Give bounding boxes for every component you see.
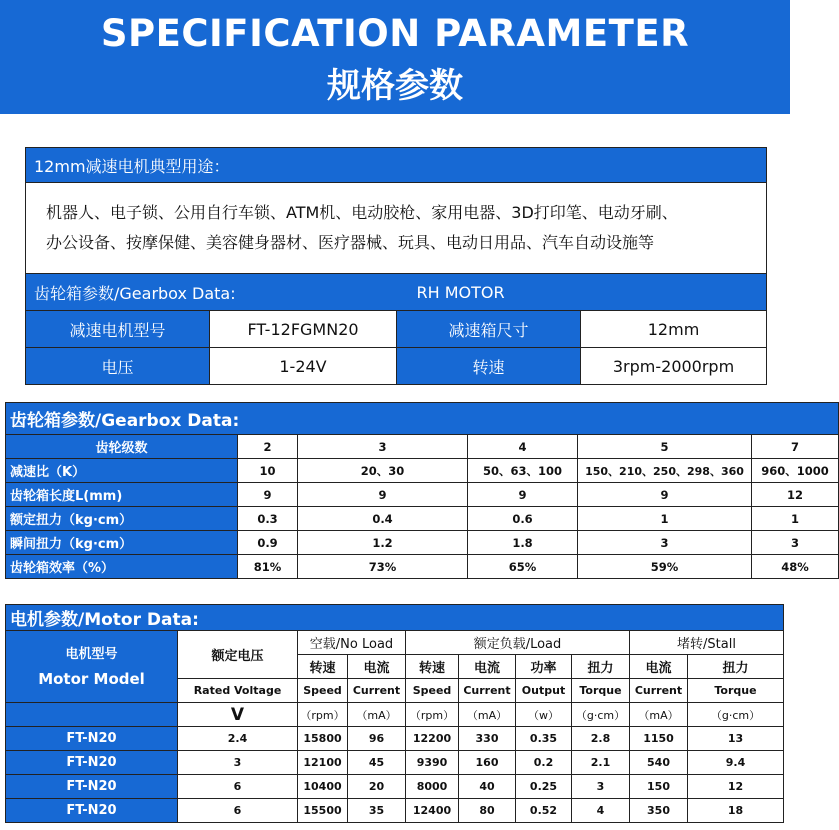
gearbox-size-value: 12mm [581,311,767,348]
table-cell: 18 [688,799,784,823]
title-banner [0,0,790,114]
motor-table [5,604,784,823]
table-row [6,435,839,459]
column-header: 电流 [459,655,516,679]
table-cell: 10 [238,459,298,483]
table-cell: 5 [578,435,752,459]
table-cell: 80 [459,799,516,823]
table-cell: 3 [578,531,752,555]
unit-cell: （mA） [459,703,516,727]
unit-cell: （rpm） [298,703,348,727]
table-row [6,483,839,507]
table-cell: 9 [578,483,752,507]
table-cell: 20、30 [298,459,468,483]
table-cell: 160 [459,751,516,775]
column-header: 功率 [516,655,572,679]
column-header-en: Current [630,679,688,703]
unit-cell: （g·cm） [572,703,630,727]
table-cell: 9.4 [688,751,784,775]
table-cell: 81% [238,555,298,579]
table-cell: 1 [578,507,752,531]
table-cell: 40 [459,775,516,799]
model-cell: FT-N20 [6,751,178,775]
table-cell: 35 [348,799,406,823]
gear-stage-label: 齿轮级数 [6,435,238,459]
table-cell: 1 [752,507,839,531]
table-cell: 350 [630,799,688,823]
unit-cell: （g·cm） [688,703,784,727]
table-cell: 2 [238,435,298,459]
table-cell: 12200 [406,727,459,751]
table-cell: 0.35 [516,727,572,751]
column-header: 扭力 [572,655,630,679]
table-cell: 0.52 [516,799,572,823]
table-row [6,727,784,751]
table-cell: 330 [459,727,516,751]
table-cell: 15500 [298,799,348,823]
table-cell: 3 [572,775,630,799]
table-cell: 8000 [406,775,459,799]
table-cell: 2.1 [572,751,630,775]
row-label: 减速比（K） [6,459,238,483]
table-row [6,799,784,823]
table-row [6,459,839,483]
brand-text: RH MOTOR [416,282,505,302]
table-row [6,555,839,579]
column-header-en: Current [348,679,406,703]
table-cell: 0.6 [468,507,578,531]
motor-title: 电机参数/Motor Data: [6,605,784,631]
table-cell: 1150 [630,727,688,751]
table-row [6,531,839,555]
column-header-en: Output [516,679,572,703]
table-cell: 0.25 [516,775,572,799]
table-cell: 2.8 [572,727,630,751]
unit-cell: （mA） [630,703,688,727]
blank-cell [6,703,178,727]
column-header-en: Current [459,679,516,703]
column-header-en: Speed [406,679,459,703]
table-cell: 0.4 [298,507,468,531]
column-header: 电流 [630,655,688,679]
stall-header: 堵转/Stall [630,631,784,655]
voltage-cell: 2.4 [178,727,298,751]
column-header: 转速 [406,655,459,679]
motor-model-zh: 电机型号 [65,646,118,662]
gearbox-title: 齿轮箱参数/Gearbox Data: [6,403,839,435]
table-cell: 0.2 [516,751,572,775]
table-cell: 1.2 [298,531,468,555]
column-header-en: Torque [688,679,784,703]
motor-header-row [6,631,784,655]
table-cell: 13 [688,727,784,751]
table-cell: 0.3 [238,507,298,531]
column-header: 转速 [298,655,348,679]
motor-model-label: 减速电机型号 [26,311,210,348]
column-header-en: Torque [572,679,630,703]
table-cell: 20 [348,775,406,799]
gearbox-table [5,402,839,579]
column-header: 扭力 [688,655,784,679]
table-cell: 150、210、250、298、360 [578,459,752,483]
no-load-header: 空载/No Load [298,631,406,655]
usage-line-1: 机器人、电子锁、公用自行车锁、ATM机、电动胶枪、家用电器、3D打印笔、电动牙刷、 [46,203,678,222]
table-cell: 10400 [298,775,348,799]
table-cell: 65% [468,555,578,579]
model-cell: FT-N20 [6,799,178,823]
usage-line-2: 办公设备、按摩保健、美容健身器材、医疗器械、玩具、电动日用品、汽车自动设施等 [46,233,655,252]
basic-row [26,348,767,385]
table-cell: 4 [572,799,630,823]
voltage-unit: V [178,703,298,727]
table-cell: 150 [630,775,688,799]
basic-row [26,311,767,348]
motor-model-en: Motor Model [38,669,145,688]
table-row [6,775,784,799]
title-chinese: 规格参数 [327,66,463,106]
table-cell: 12400 [406,799,459,823]
motor-model-header [6,631,178,703]
unit-cell: （rpm） [406,703,459,727]
table-cell: 9 [468,483,578,507]
gearbox-size-label: 减速箱尺寸 [397,311,581,348]
table-cell: 12 [752,483,839,507]
gearbox-label: 齿轮箱参数/Gearbox Data: [26,274,397,311]
table-cell: 12100 [298,751,348,775]
rated-voltage-zh: 额定电压 [178,631,298,679]
table-cell: 7 [752,435,839,459]
table-cell: 0.9 [238,531,298,555]
speed-value: 3rpm-2000rpm [581,348,767,385]
motor-model-value: FT-12FGMN20 [210,311,397,348]
table-cell: 59% [578,555,752,579]
model-cell: FT-N20 [6,727,178,751]
table-cell: 960、1000 [752,459,839,483]
speed-label: 转速 [397,348,581,385]
table-cell: 3 [752,531,839,555]
row-label: 瞬间扭力（kg·cm） [6,531,238,555]
table-cell: 73% [298,555,468,579]
usage-basic-table [25,147,767,385]
load-header: 额定负载/Load [406,631,630,655]
rated-voltage-en: Rated Voltage [178,679,298,703]
model-cell: FT-N20 [6,775,178,799]
column-header-en: Speed [298,679,348,703]
unit-cell: （w） [516,703,572,727]
voltage-cell: 3 [178,751,298,775]
table-cell: 12 [688,775,784,799]
column-header: 电流 [348,655,406,679]
unit-cell: （mA） [348,703,406,727]
table-cell: 48% [752,555,839,579]
voltage-cell: 6 [178,799,298,823]
table-cell: 4 [468,435,578,459]
table-cell: 540 [630,751,688,775]
motor-unit-row [6,703,784,727]
voltage-cell: 6 [178,775,298,799]
table-row [6,751,784,775]
row-label: 齿轮箱长度L(mm) [6,483,238,507]
row-label: 齿轮箱效率（%） [6,555,238,579]
table-cell: 9 [298,483,468,507]
voltage-value: 1-24V [210,348,397,385]
table-cell: 15800 [298,727,348,751]
table-cell: 9 [238,483,298,507]
table-cell: 3 [298,435,468,459]
table-row [6,507,839,531]
table-cell: 45 [348,751,406,775]
usage-header: 12mm减速电机典型用途： [26,148,767,183]
table-cell: 96 [348,727,406,751]
brand-label [397,274,767,311]
table-cell: 50、63、100 [468,459,578,483]
row-label: 额定扭力（kg·cm） [6,507,238,531]
table-cell: 1.8 [468,531,578,555]
voltage-label: 电压 [26,348,210,385]
usage-text [26,183,767,274]
title-english: SPECIFICATION PARAMETER [100,12,690,55]
table-cell: 9390 [406,751,459,775]
